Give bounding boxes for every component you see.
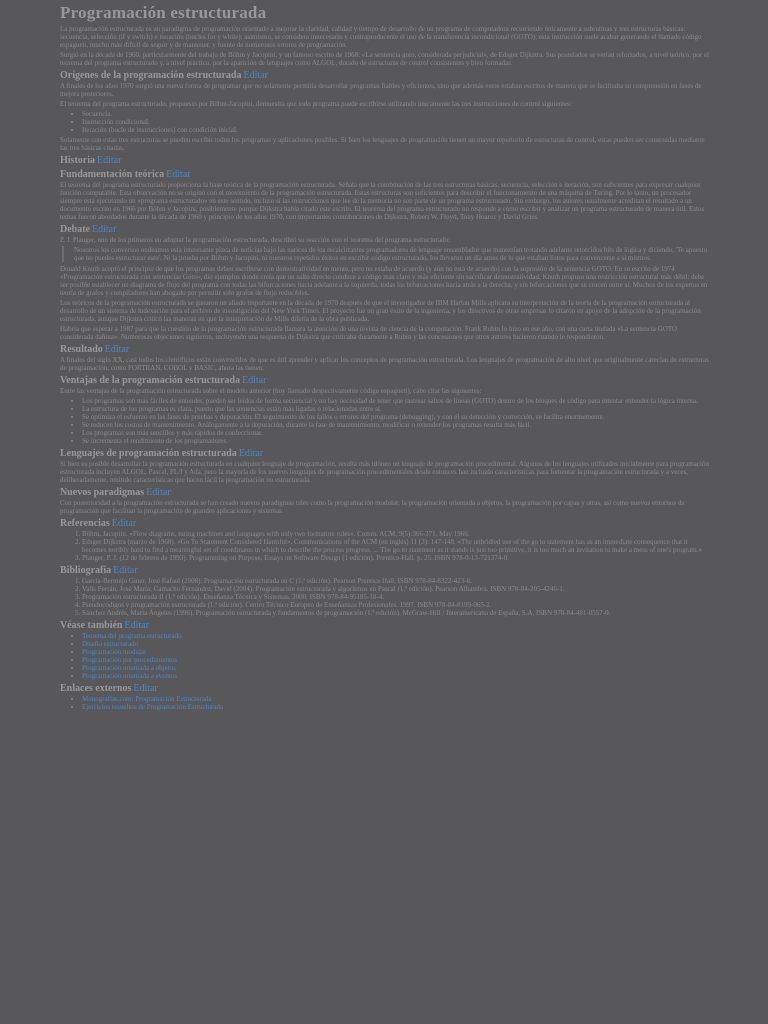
origenes-paragraph-1: A finales de los años 1970 surgió una nueva forma de programar que no solamente permitía desarrollar programas fiables y eficientes, sino que además estos estaban escritos de manera que se facilitaba su comprensión en fases de mejora posteriores. (60, 82, 702, 98)
section-heading-debate (60, 224, 710, 235)
section-title: Resultado (60, 344, 103, 355)
list-item: • Secuencia. (82, 110, 710, 118)
bibliography-item: 3. Programación estructurada II (1.ª edición). Enseñanza Técnica y Sistemas. 2000. ISBN 978-84-95185-18-4. (82, 593, 710, 601)
see-also-item (82, 672, 710, 680)
see-also-link[interactable]: Teorema del programa estructurado (82, 632, 182, 640)
list-item: • La estructura de los programas es clara, puesto que las sentencias están más ligadas o relacionadas entre sí. (82, 405, 710, 413)
ventajas-paragraph: Entre las ventajas de la programación estructurada sobre el modelo anterior (hoy llamado despectivamente código espagueti), cabe citar las siguientes: (60, 387, 482, 395)
list-item: • Los programas son más fáciles de entender, pueden ser leídos de forma secuencial y no hay necesidad de tener que rastrear saltos de líneas (GOTO) dentro de los bloques de código para intentar entender la lógica interna. (82, 397, 710, 405)
see-also-link[interactable]: Programación orientada a eventos (82, 672, 178, 680)
see-also-item (82, 664, 710, 672)
bibliography-item: 4. Pseudocódigos y programación estructurada (1.ª edición). Centro Técnico Europeo de Enseñanzas Profesionales. 1997. ISBN 978-84-8199-065-2. (82, 601, 710, 609)
section-heading-lenguajes (60, 448, 710, 459)
edit-link-resultado[interactable]: Editar (104, 344, 130, 355)
edit-link-historia[interactable]: Editar (97, 155, 122, 166)
section-heading-bibliografia (60, 565, 710, 576)
see-also-item (82, 656, 710, 664)
section-heading-historia (60, 155, 710, 166)
list-item: • Se optimiza el esfuerzo en las fases de pruebas y depuración. El seguimiento de los fallos o errores del programa (debugging), y con él su detección y corrección, se facilita enormemente. (82, 413, 710, 421)
list-item: • Iteración (bucle de instrucciones) con condición inicial. (82, 126, 710, 134)
reference-item: 1. Böhm, Jacopini. «Flow diagrams, turing machines and languages with only two formation rules». Comm. ACM, 9(5):366-371, May 1966. (82, 530, 710, 538)
plauger-quote: Nosotros los conversos ondeamos esta interesante pizca de noticias bajo las narices de los recalcitrantes programadores de lenguaje ensamblador que mantenían trotando adelante retorcidos bits de lógica y diciendo, 'Te apuesto que no puedes estructurar esto'. Ni la prueba por Böhm y Jacopini, ni nuestros repetidos éxitos en escribir código estructurado, los llevaron un día antes de lo que estaban listos para convencerse a sí mismos. (62, 246, 710, 262)
see-also-link[interactable]: Programación orientada a objetos (82, 664, 176, 672)
section-heading-vease-tambien (60, 620, 710, 631)
edit-link-enlaces-externos[interactable]: Editar (133, 683, 158, 694)
debate-paragraph-1: P. J. Plauger, uno de los primeros en adoptar la programación estructurada, describió su reacción con el teorema del programa estructurado: (60, 236, 451, 244)
list-item: • Los programas son más sencillos y más rápidos de confeccionar. (82, 429, 710, 437)
paradigmas-paragraph: Con posterioridad a la programación estructurada se han creado nuevos paradigmas tales como la programación modular, la programación orientada a objetos, la programación por capas y otras, así como nuevos entornos de programación que facilitan la programación de grandes aplicaciones y sistemas. (60, 499, 685, 515)
list-item: • Instrucción condicional. (82, 118, 710, 126)
section-title: Lenguajes de programación estructurada (60, 448, 237, 459)
intro-paragraph-1: La programación estructurada es un paradigma de programación orientado a mejorar la claridad, calidad y tiempo de desarrollo de un programa de computadora recurriendo únicamente a subrutinas y tres estructuras básicas: secuencia, selección (if y switch) e iteración (bucles for y while); asimismo, se considera innecesario y contraproducente el uso de la transferencia incondicional (GOTO); esta instrucción suele acabar generando el llamado código espagueti, mucho más difícil de seguir y de mantener, y fuente de numerosos errores de programación. (60, 25, 702, 49)
bibliography-item: 1. García-Bermejo Giner, José Rafael (2008). Programación estructurada en C (1.ª edición). Pearson Prentice Hall. ISBN 978-84-8322-423-6. (82, 577, 710, 585)
page-title: Programación estructurada (60, 3, 267, 22)
edit-link-bibliografia[interactable]: Editar (113, 565, 138, 576)
section-title: Ventajas de la programación estructurada (60, 375, 240, 386)
reference-item: 2. Edsger Dijkstra (marzo de 1968). «Go To Statement Considered Harmful». Communications of the ACM (en inglés) 11 (3): 147-148. «The unbridled use of the go to statement has as an immediate consequence that it becomes terribly hard to find a meaningful set of coordinates in which to describe the process progress. ... The go to statement as it stands is just too primitive, it is too much an invitation to make a mess of one's program.» (82, 538, 710, 554)
section-title: Referencias (60, 518, 110, 529)
edit-link-origenes[interactable]: Editar (243, 70, 268, 81)
bibliography-item: 5. Sánchez Andrés, María Ángeles (1996). Programación estructurada y fundamentos de programación (1.ª edición). McGraw-Hill / Interamericana de España, S.A. ISBN 978-84-481-0557-0. (82, 609, 710, 617)
external-links-list (60, 695, 710, 711)
edit-link-vease-tambien[interactable]: Editar (124, 620, 149, 631)
edit-link-nuevos-paradigmas[interactable]: Editar (146, 487, 171, 498)
section-heading-nuevos-paradigmas (60, 487, 710, 498)
advantages-list (60, 397, 710, 445)
section-heading-fundamentacion (60, 169, 710, 180)
section-heading-origenes (60, 70, 710, 81)
origenes-paragraph-2: El teorema del programa estructurado, propuesto por Böhm-Jacopini, demuestra que todo programa puede escribirse utilizando únicamente las tres instrucciones de control siguientes: (60, 100, 572, 108)
external-link-item (82, 695, 710, 703)
list-item: • Se incrementa el rendimiento de los programadores. (82, 437, 710, 445)
section-title: Enlaces externos (60, 683, 132, 694)
list-item: • Se reducen los costos de mantenimiento. Análogamente a la depuración, durante la fase de mantenimiento, modificar o extender los programas resulta más fácil. (82, 421, 710, 429)
see-also-link[interactable]: Programación modular (82, 648, 147, 656)
reference-item: 3. Plauger, P. J. (12 de febrero de 1993). Programming on Purpose, Essays on Software Design (1 edición). Prentice-Hall. p. 25. ISBN 978-0-13-721374-0. (82, 554, 710, 562)
debate-paragraph-4: Habría que esperar a 1987 para que la cuestión de la programación estructurada llamara la atención de una revista de ciencia de la computación. Frank Rubin lo hizo en ese año, con una carta titulada «La sentencia GOTO considerada dañina». Numerosas objeciones siguieron, incluyendo una respuesta de Dijkstra que criticaba duramente a Rubin y las concesiones que otros autores hicieron cuando le respondieron. (60, 325, 677, 341)
section-title: Debate (60, 224, 90, 235)
resultado-paragraph: A finales del siglo XX, casi todos los científicos están convencidos de que es útil aprender y aplicar los conceptos de programación estructurada. Los lenguajes de programación de alto nivel que originalmente carecían de estructuras de programación, como FORTRAN, COBOL y BASIC, ahora las tienen. (60, 356, 709, 372)
edit-link-lenguajes[interactable]: Editar (238, 448, 264, 459)
see-also-item (82, 632, 710, 640)
see-also-link[interactable]: Programación por procedimientos (82, 656, 178, 664)
section-heading-referencias (60, 518, 710, 529)
debate-paragraph-3: Los teóricos de la programación estructurada se ganaron un aliado importante en la década de 1970 después de que el investigador de IBM Harlan Mills aplicara su interpretación de la teoría de la programación estructurada al desarrollo de un sistema de indexación para el archivo de investigación del New York Times. El proyecto fue un gran éxito de la ingeniería, y los directivos de otras empresas lo citaron en apoyo de la adopción de la programación estructurada, aunque Dijkstra criticó las maneras en que la interpretación de Mills difería de la obra publicada. (60, 299, 701, 323)
external-link-item (82, 703, 710, 711)
debate-paragraph-2: Donald Knuth aceptó el principio de que los programas deben escribirse con demostratividad en mente, pero no estaba de acuerdo (y aún no está de acuerdo) con la supresión de la sentencia GOTO. En su escrito de 1974 «Programación estructurada con sentencias Goto», dio ejemplos donde creía que un salto directo conduce a código más claro y más eficiente sin sacrificar demostratividad. Knuth propuso una restricción estructural más débil: debe ser posible establecer un diagrama de flujo del programa con todas las bifurcaciones hacia adelante a la izquierda, todas las bifurcaciones hacia atrás a la derecha, y sin bifurcaciones que se crucen entre sí. Muchos de los expertos en teoría de grafos y compiladores han abogado por permitir solo grafos de flujo reducibles. (60, 265, 708, 297)
section-title: Bibliografía (60, 565, 112, 576)
external-link[interactable]: Monografías.com: Programación Estructurada (82, 695, 212, 703)
section-heading-resultado (60, 344, 710, 355)
section-title: Historia (60, 155, 95, 166)
section-title: Fundamentación teórica (60, 169, 165, 180)
edit-link-fundamentacion[interactable]: Editar (166, 169, 191, 180)
edit-link-debate[interactable]: Editar (92, 224, 117, 235)
edit-link-referencias[interactable]: Editar (111, 518, 137, 529)
bibliography-item: 2. Valls Ferrán, José María; Camacho Fernández, David (2004). Programación estructurada y algoritmos en Pascal (1.ª edición). Pearson Alhambra. ISBN 978-84-205-4246-1. (82, 585, 710, 593)
references-list (60, 530, 710, 562)
section-title: Nuevos paradigmas (60, 487, 145, 498)
section-title: Orígenes de la programación estructurada (60, 70, 242, 81)
bibliography-list (60, 577, 710, 617)
see-also-item (82, 648, 710, 656)
see-also-list (60, 632, 710, 680)
intro-paragraph-2: Surgió en la década de 1960, particularmente del trabajo de Böhm y Jacopini, y un famoso escrito de 1968: «La sentencia goto, considerada perjudicial», de Edsger Dijkstra. Sus postulados se verían reforzados, a nivel teórico, por el teorema del programa estructurado y, a nivel práctico, por la aparición de lenguajes como ALGOL, dotado de estructuras de control consistentes y bien formadas. (60, 51, 709, 67)
edit-link-ventajas[interactable]: Editar (242, 375, 267, 386)
origenes-paragraph-3: Solamente con estas tres estructuras se pueden escribir todos los programas y aplicaciones posibles. Si bien los lenguajes de programación tienen un mayor repertorio de estructuras de control, estas pueden ser construidas mediante las tres básicas citadas. (60, 136, 705, 152)
see-also-link[interactable]: Diseño estructurado (82, 640, 139, 648)
section-heading-ventajas (60, 375, 710, 386)
control-structures-list (60, 110, 710, 134)
section-heading-enlaces-externos (60, 683, 710, 694)
lenguajes-paragraph: Si bien es posible desarrollar la programación estructurada en cualquier lenguaje de programación, resulta más idóneo un lenguaje de programación procedimental. Algunos de los lenguajes utilizados inicialmente para programación estructurada incluyen ALGOL, Pascal, PL/I y Ada, pero la mayoría de los nuevos lenguajes de programación procedimentales desde entonces han incluido características para fomentar la programación estructurada y a veces, deliberadamente, omitido características que hacen fácil la programación no estructurada. (60, 460, 709, 484)
section-title: Véase también (60, 620, 123, 631)
see-also-item (82, 640, 710, 648)
external-link[interactable]: Ejercicios resueltos de Programación Estructurada (82, 703, 224, 711)
fundamentacion-paragraph: El teorema del programa estructurado proporciona la base teórica de la programación estructurada. Señala que la combinación de las tres estructuras básicas, secuencia, selección e iteración, son suficientes para expresar cualquier función computable. Esta observación no se originó con el movimiento de la programación estructurada. Estas estructuras son suficientes para describir el funcionamiento de una máquina de Turing. Por lo tanto, un procesador siempre está ejecutando un «programa estructurado» en este sentido, incluso si las instrucciones que lee de la memoria no son parte de un programa estructurado. Sin embargo, los autores usualmente acreditan el resultado a un documento escrito en 1966 por Böhm y Jacopini, posiblemente porque Dijkstra había citado este escrito. El teorema del programa estructurado no responde a cómo escribir y analizar un programa estructurado de manera útil. Estos temas fueron abordados durante la década de 1960 y principio de los años 1970, con importantes contribuciones de Dijkstra, Robert W. Floyd, Tony Hoarez y David Gries. (60, 181, 705, 221)
